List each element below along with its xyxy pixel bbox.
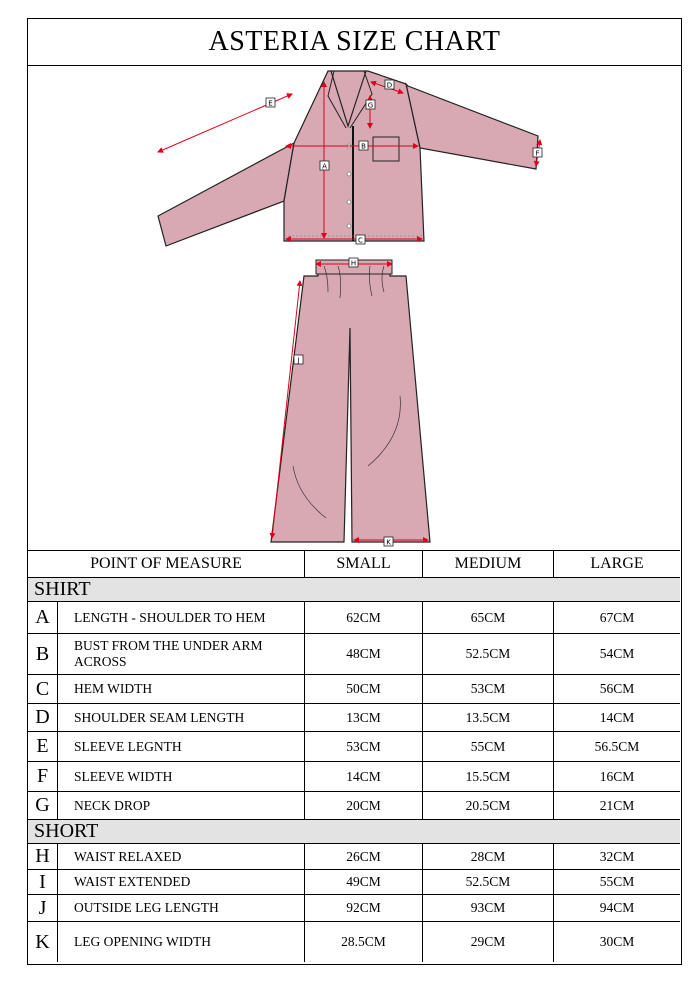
row-code: C — [35, 677, 50, 700]
label-tag-j — [294, 355, 303, 365]
row-code: F — [36, 765, 49, 787]
label-tag-e — [266, 98, 275, 108]
header-medium: MEDIUM — [422, 551, 553, 577]
value-large: 54CM — [553, 634, 680, 674]
svg-text:H: H — [350, 259, 357, 268]
value-medium: 53CM — [422, 675, 553, 703]
label-tag-b — [359, 141, 368, 151]
label-tag-a — [320, 161, 329, 171]
svg-text:E: E — [268, 99, 273, 108]
row-code: A — [35, 606, 50, 628]
table-row — [28, 674, 680, 703]
table-row — [28, 601, 680, 633]
size-chart-frame — [27, 18, 682, 965]
row-label: WAIST RELAXED — [57, 844, 304, 869]
row-label: LENGTH - SHOULDER TO HEM — [57, 602, 304, 633]
value-medium: 15.5CM — [422, 762, 553, 791]
section-short: SHORT — [28, 819, 680, 843]
label-tag-h — [349, 258, 358, 268]
header-large: LARGE — [553, 551, 680, 577]
row-code: E — [36, 735, 49, 757]
svg-text:G: G — [367, 101, 374, 110]
label-tag-k — [384, 537, 393, 547]
svg-text:F: F — [535, 149, 540, 158]
table-header-row — [28, 550, 680, 577]
table-row — [28, 703, 680, 731]
svg-text:B: B — [361, 142, 366, 151]
row-label: SLEEVE LEGNTH — [57, 732, 304, 761]
table-row — [28, 921, 680, 962]
value-medium: 28CM — [422, 844, 553, 869]
value-small: 53CM — [304, 732, 422, 761]
row-label: HEM WIDTH — [57, 675, 304, 703]
row-label: LEG OPENING WIDTH — [57, 922, 304, 962]
value-medium: 52.5CM — [422, 870, 553, 894]
value-large: 55CM — [553, 870, 680, 894]
value-large: 56CM — [553, 675, 680, 703]
value-large: 32CM — [553, 844, 680, 869]
value-small: 14CM — [304, 762, 422, 791]
value-large: 56.5CM — [553, 732, 680, 761]
svg-text:A: A — [322, 162, 327, 171]
value-medium: 55CM — [422, 732, 553, 761]
row-code: I — [39, 870, 46, 893]
table-row — [28, 731, 680, 761]
table-row — [28, 633, 680, 674]
row-code: B — [35, 642, 50, 665]
row-code: G — [35, 794, 50, 816]
table-row — [28, 869, 680, 894]
row-code: D — [35, 706, 50, 728]
value-small: 28.5CM — [304, 922, 422, 962]
value-small: 62CM — [304, 602, 422, 633]
label-tag-g — [366, 100, 375, 110]
value-large: 67CM — [553, 602, 680, 633]
header-small: SMALL — [304, 551, 422, 577]
shirt-drawing — [158, 71, 540, 246]
label-tag-f — [533, 148, 542, 158]
svg-text:C: C — [358, 236, 363, 245]
table-row — [28, 894, 680, 921]
row-code: H — [35, 845, 50, 867]
value-medium: 65CM — [422, 602, 553, 633]
value-large: 16CM — [553, 762, 680, 791]
section-shirt: SHIRT — [28, 577, 680, 601]
value-small: 26CM — [304, 844, 422, 869]
value-small: 48CM — [304, 634, 422, 674]
value-medium: 93CM — [422, 895, 553, 921]
header-point-of-measure: POINT OF MEASURE — [90, 555, 242, 572]
table-row — [28, 791, 680, 819]
row-label: OUTSIDE LEG LENGTH — [57, 895, 304, 921]
value-medium: 20.5CM — [422, 792, 553, 819]
garment-illustration — [28, 66, 680, 550]
row-label: SHOULDER SEAM LENGTH — [57, 704, 304, 731]
value-small: 13CM — [304, 704, 422, 731]
value-large: 21CM — [553, 792, 680, 819]
row-label: NECK DROP — [57, 792, 304, 819]
value-large: 30CM — [553, 922, 680, 962]
svg-text:J: J — [297, 356, 300, 365]
svg-text:D: D — [386, 81, 393, 90]
pants-drawing — [271, 260, 430, 542]
row-code: K — [35, 930, 50, 953]
value-medium: 52.5CM — [422, 634, 553, 674]
label-tag-c — [356, 235, 365, 245]
value-large: 14CM — [553, 704, 680, 731]
value-small: 92CM — [304, 895, 422, 921]
value-large: 94CM — [553, 895, 680, 921]
row-label: BUST FROM THE UNDER ARM ACROSS — [57, 634, 304, 674]
svg-text:K: K — [386, 538, 391, 547]
label-tag-d — [385, 80, 394, 90]
row-label: WAIST EXTENDED — [57, 870, 304, 894]
value-small: 20CM — [304, 792, 422, 819]
page-title: ASTERIA SIZE CHART — [28, 19, 681, 66]
table-row — [28, 843, 680, 869]
value-small: 49CM — [304, 870, 422, 894]
row-label: SLEEVE WIDTH — [57, 762, 304, 791]
value-medium: 29CM — [422, 922, 553, 962]
row-code: J — [38, 896, 47, 919]
value-small: 50CM — [304, 675, 422, 703]
table-row — [28, 761, 680, 791]
value-medium: 13.5CM — [422, 704, 553, 731]
